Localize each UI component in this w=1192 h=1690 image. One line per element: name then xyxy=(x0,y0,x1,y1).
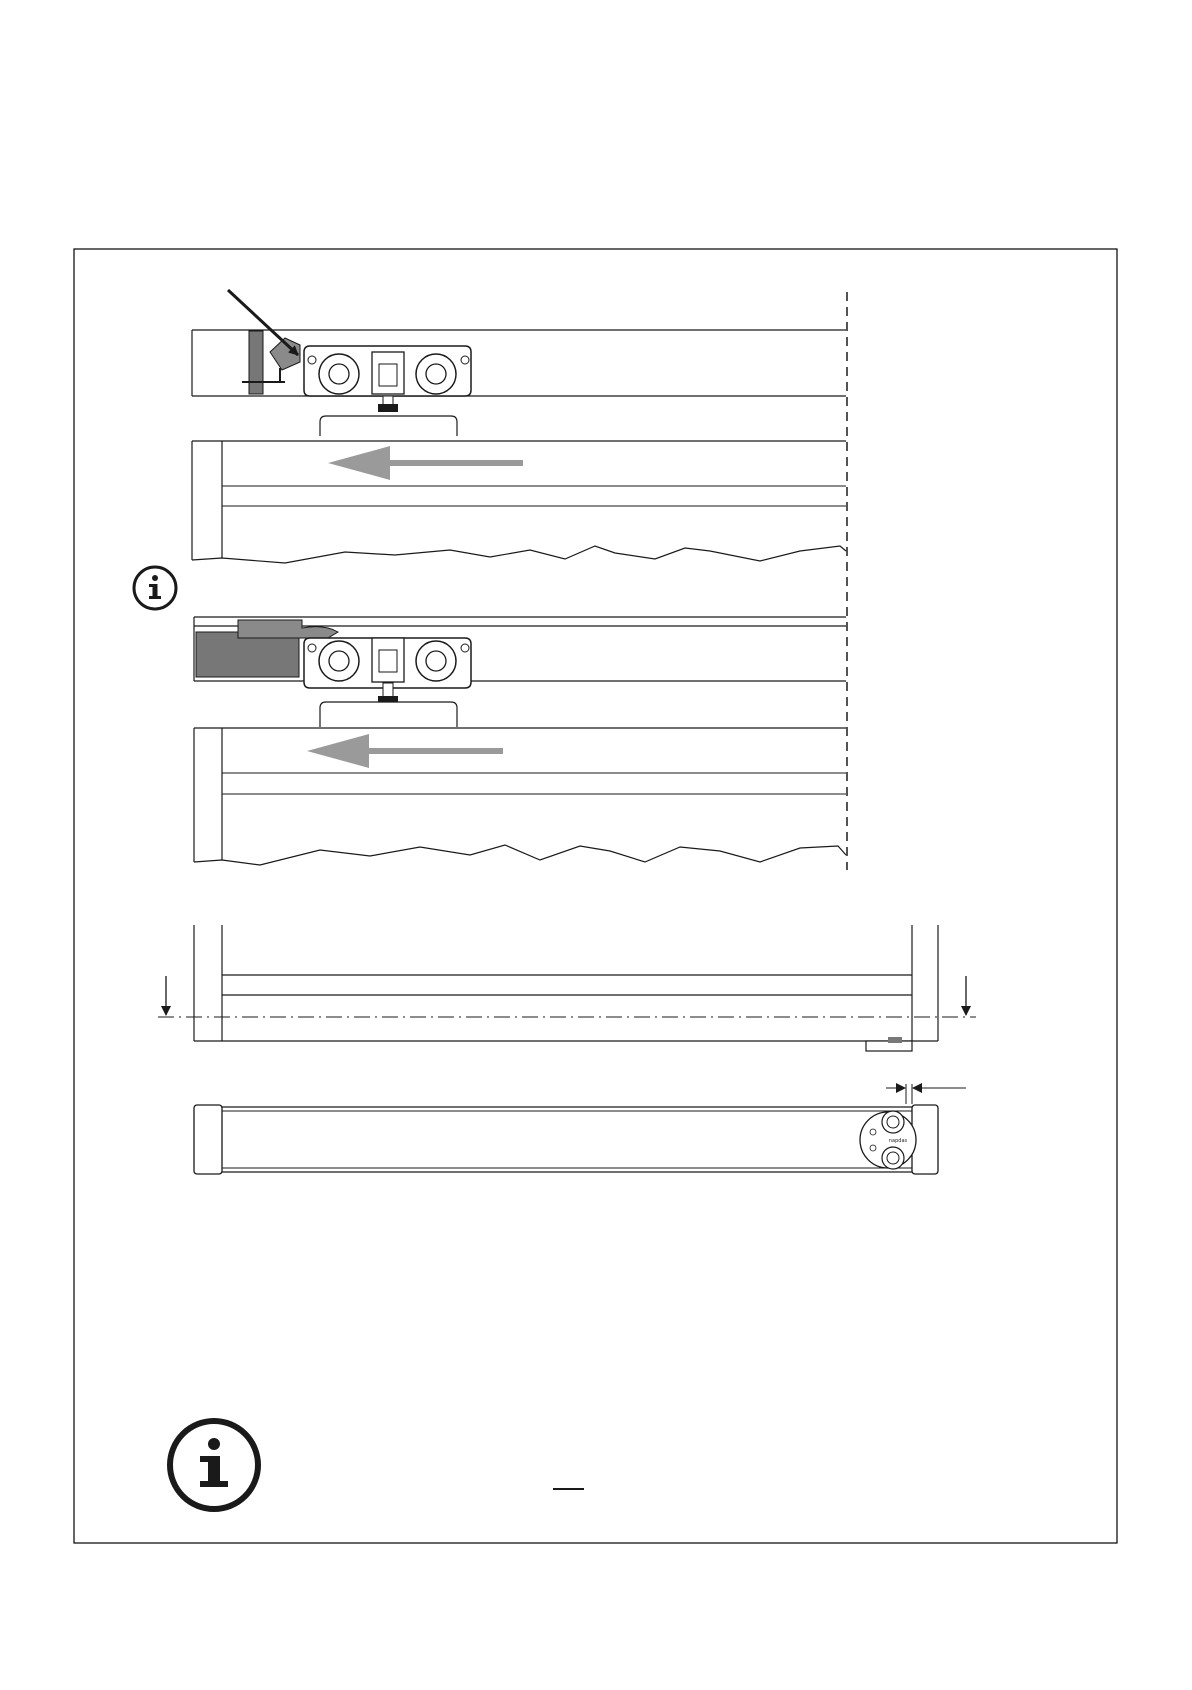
info-icon-large xyxy=(170,1421,258,1509)
roller-carriage xyxy=(304,346,471,412)
roller-brand-label: napdas xyxy=(888,1138,908,1144)
stopper-engaged xyxy=(196,632,299,677)
roller-carriage-engaged xyxy=(304,638,471,704)
dimension-arrow-icon xyxy=(886,1084,966,1104)
floor-guide xyxy=(860,1111,916,1169)
step-2-diagram xyxy=(194,617,846,865)
door-break-line xyxy=(192,546,846,563)
step-1-diagram xyxy=(192,290,846,563)
info-icon xyxy=(134,567,176,609)
direction-arrow-left-icon xyxy=(328,446,523,480)
step-3-diagram xyxy=(158,925,976,1051)
stopper-block xyxy=(249,331,263,394)
direction-arrow-left-icon-2 xyxy=(307,734,503,768)
door-break-line-2 xyxy=(194,845,846,865)
step-4-diagram xyxy=(194,1084,966,1174)
page-frame xyxy=(74,249,1117,1543)
